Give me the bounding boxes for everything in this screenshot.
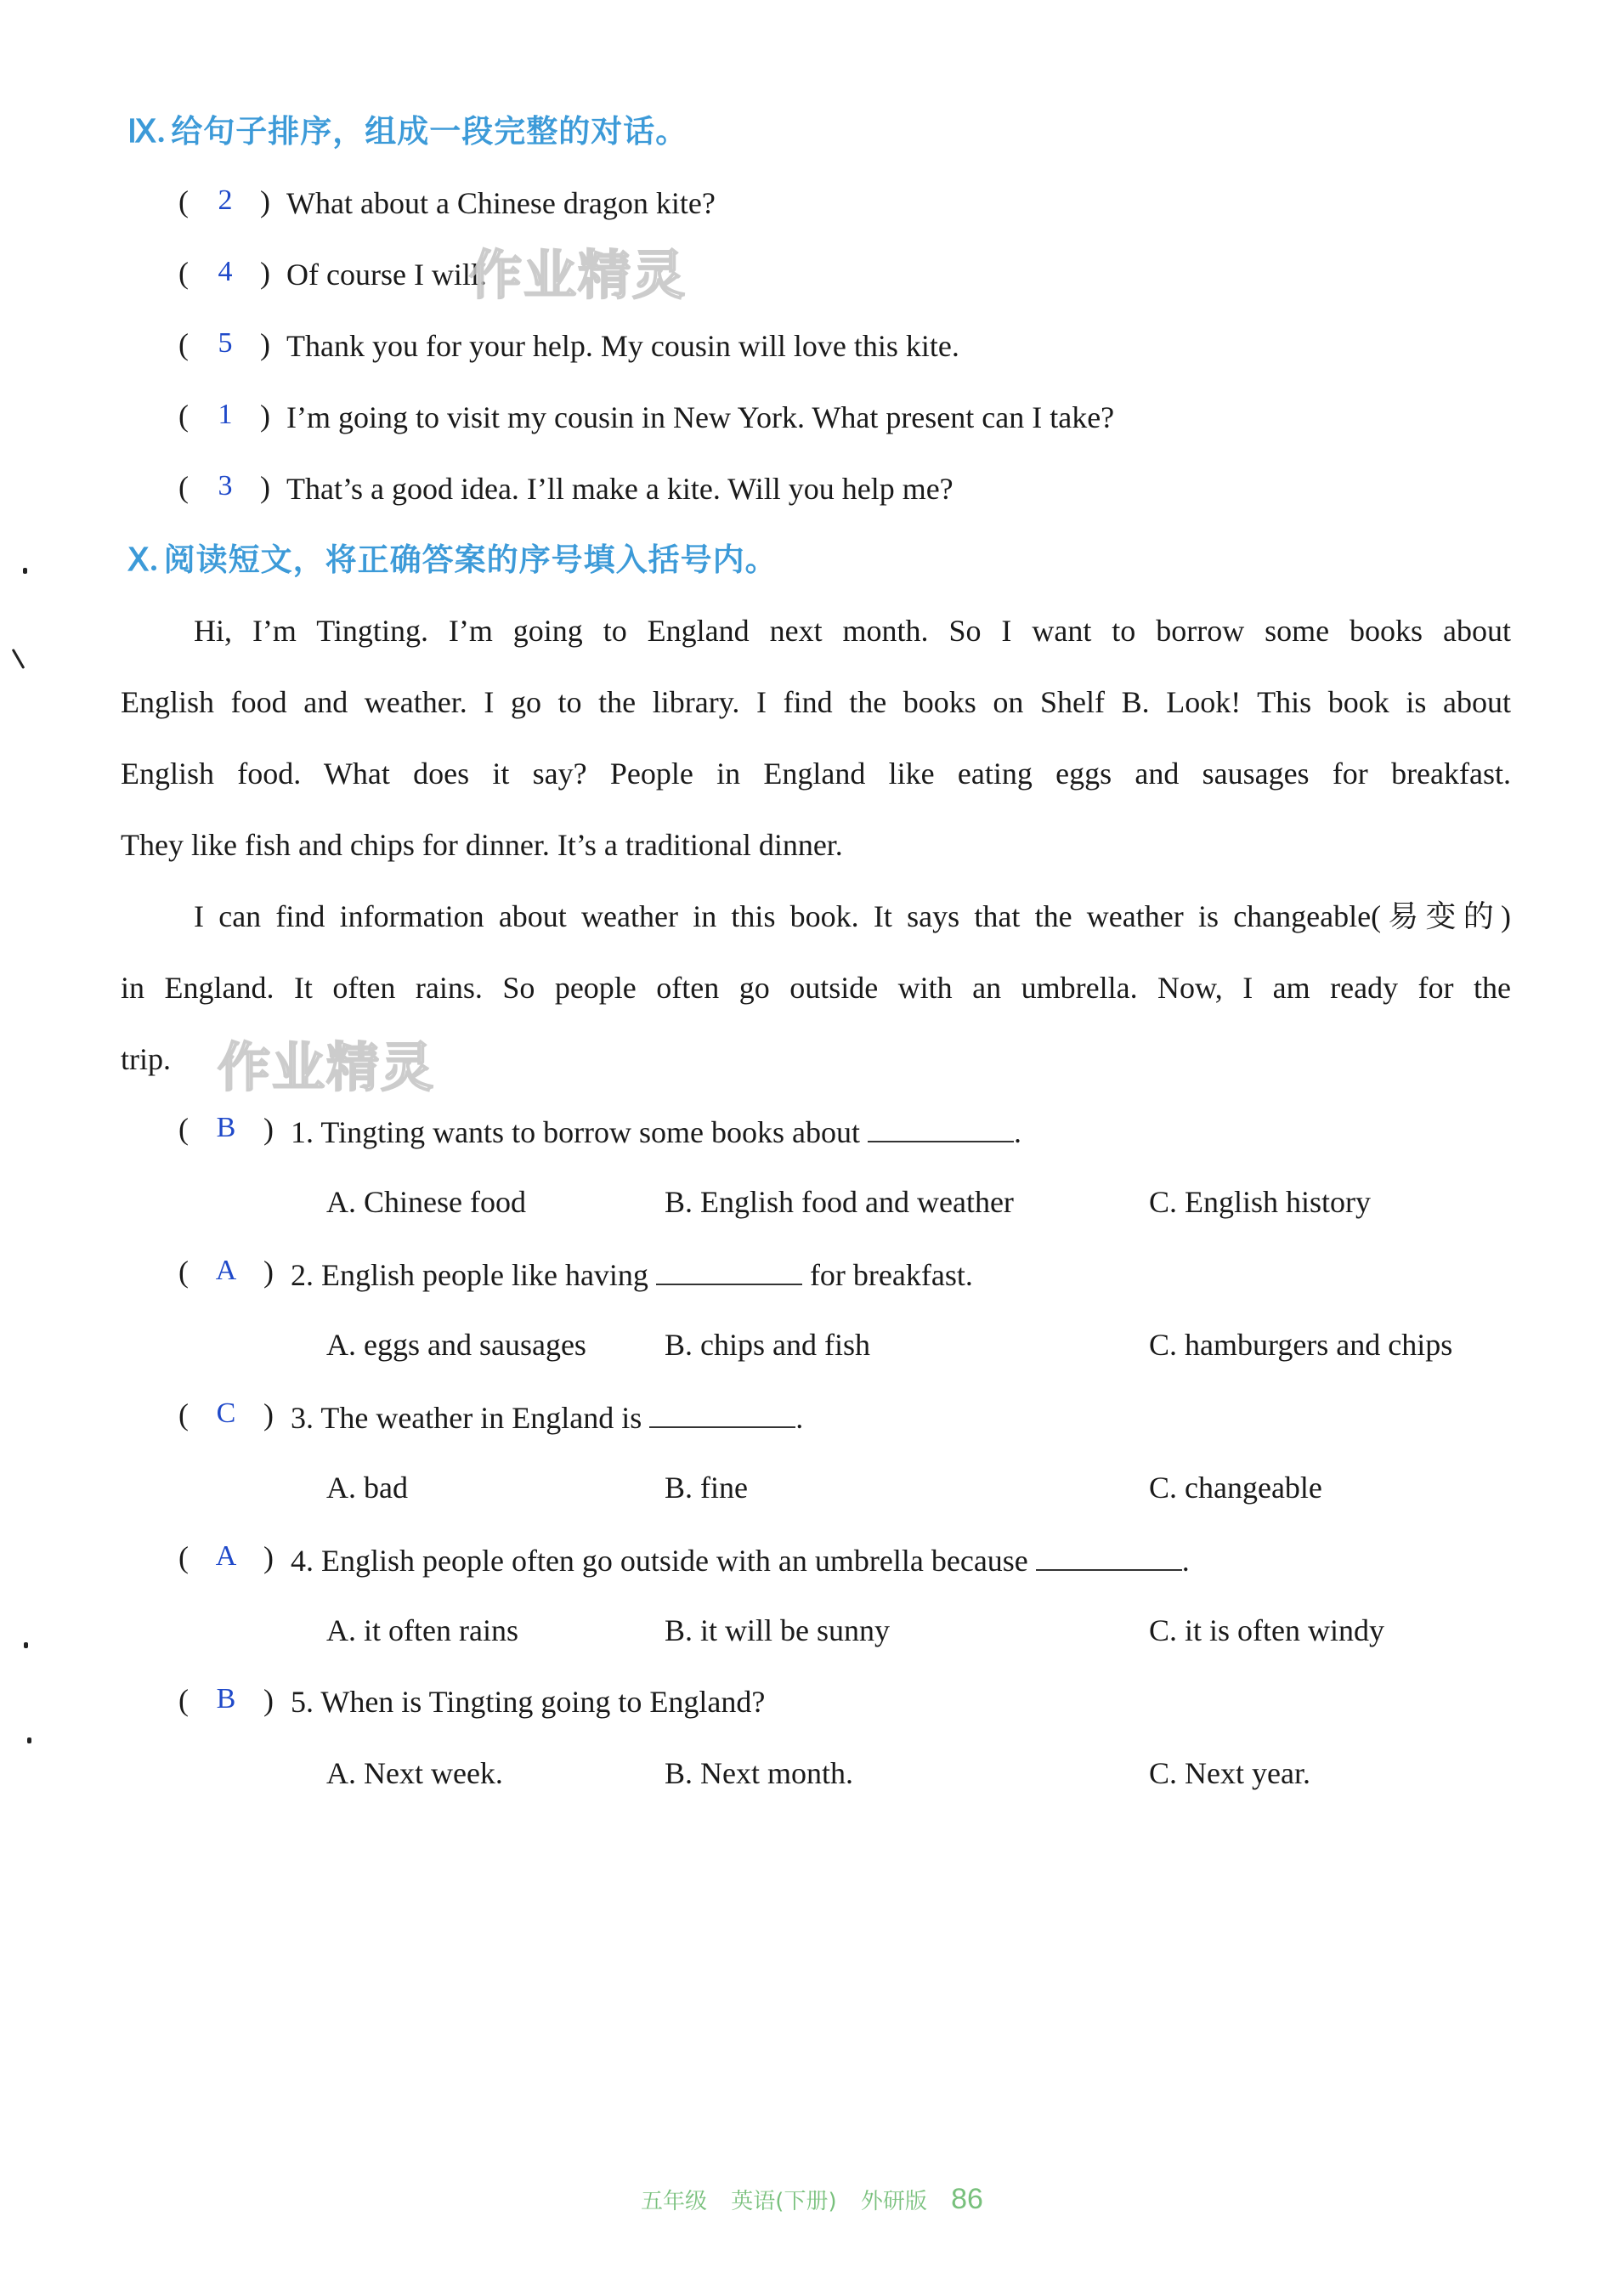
option-a: A. bad bbox=[326, 1471, 408, 1505]
footer-edition: 外研版 bbox=[860, 2189, 927, 2214]
open-paren: ( bbox=[178, 1540, 189, 1574]
stem-text: 3. The weather in England is bbox=[291, 1401, 642, 1435]
scan-speck bbox=[23, 568, 27, 574]
question-stem bbox=[291, 1258, 973, 1290]
watermark: 作业精灵 bbox=[469, 244, 688, 306]
stem-text: 2. English people like having bbox=[291, 1258, 648, 1292]
option-b: B. chips and fish bbox=[665, 1328, 870, 1362]
option-c: C. changeable bbox=[1149, 1471, 1322, 1505]
option-a: A. it often rains bbox=[326, 1613, 518, 1647]
watermark: 作业精灵 bbox=[218, 1036, 436, 1098]
answer: B bbox=[216, 1683, 236, 1715]
passage-line: English food and weather. I go to the library. I find the books on Shelf B. Look! This book is about bbox=[121, 685, 1511, 719]
answer: 3 bbox=[218, 470, 233, 502]
option-b: B. it will be sunny bbox=[665, 1613, 891, 1647]
section-10-number: Ⅹ. bbox=[127, 543, 159, 578]
close-paren: ) bbox=[260, 256, 270, 290]
stem-text: 4. English people often go outside with an umbrella because bbox=[291, 1544, 1028, 1578]
scan-speck bbox=[12, 649, 25, 669]
passage-line: They like fish and chips for dinner. It’s a traditional dinner. bbox=[121, 828, 843, 862]
close-paren: ) bbox=[260, 327, 270, 361]
close-paren: ) bbox=[263, 1255, 274, 1289]
answer: 5 bbox=[218, 327, 233, 359]
sentence: Of course I will. bbox=[286, 258, 487, 292]
question-stem bbox=[291, 1544, 1190, 1576]
question-stem bbox=[291, 1115, 1021, 1148]
passage-line: English food. What does it say? People in England like eating eggs and sausages for breakfast. bbox=[121, 757, 1511, 791]
open-paren: ( bbox=[178, 1255, 189, 1289]
reading-passage bbox=[121, 595, 1511, 1095]
close-paren: ) bbox=[263, 1112, 274, 1146]
option-c: C. it is often windy bbox=[1149, 1613, 1384, 1647]
page-footer bbox=[0, 2183, 1624, 2216]
passage-line: Hi, I’m Tingting. I’m going to England next month. So I want to borrow some books about bbox=[194, 614, 1511, 648]
scan-speck bbox=[27, 1737, 31, 1743]
footer-subject: 英语(下册) bbox=[731, 2189, 837, 2214]
open-paren: ( bbox=[178, 1112, 189, 1146]
stem-end: . bbox=[795, 1401, 804, 1435]
passage-line: in England. It often rains. So people often go outside with an umbrella. Now, I am ready for the bbox=[121, 971, 1511, 1005]
section-10-title bbox=[127, 534, 778, 580]
close-paren: ) bbox=[263, 1683, 274, 1717]
section-9-number: Ⅸ. bbox=[127, 115, 167, 150]
stem-end: . bbox=[1181, 1544, 1190, 1578]
open-paren: ( bbox=[178, 1397, 189, 1431]
answer-blank bbox=[1036, 1544, 1182, 1571]
open-paren: ( bbox=[178, 256, 189, 290]
sentence: What about a Chinese dragon kite? bbox=[286, 186, 716, 220]
option-c: C. hamburgers and chips bbox=[1149, 1328, 1453, 1362]
close-paren: ) bbox=[263, 1540, 274, 1574]
open-paren: ( bbox=[178, 1683, 189, 1717]
answer: B bbox=[216, 1112, 236, 1143]
option-b: B. English food and weather bbox=[665, 1185, 1014, 1219]
close-paren: ) bbox=[260, 399, 270, 433]
answer: A bbox=[215, 1255, 237, 1286]
open-paren: ( bbox=[178, 184, 189, 218]
stem-end: for breakfast. bbox=[809, 1258, 973, 1292]
section-9-title bbox=[127, 105, 688, 151]
close-paren: ) bbox=[260, 470, 270, 504]
option-a: A. Chinese food bbox=[326, 1185, 526, 1219]
answer-blank bbox=[868, 1115, 1014, 1142]
option-b: B. Next month. bbox=[665, 1756, 853, 1790]
open-paren: ( bbox=[178, 470, 189, 504]
open-paren: ( bbox=[178, 399, 189, 433]
sentence: That’s a good idea. I’ll make a kite. Will you help me? bbox=[286, 472, 953, 506]
section-9-instruction: 给句子排序，组成一段完整的对话。 bbox=[171, 113, 688, 150]
stem-end: . bbox=[1014, 1115, 1022, 1149]
open-paren: ( bbox=[178, 327, 189, 361]
answer-blank bbox=[656, 1258, 802, 1285]
question-stem bbox=[291, 1401, 803, 1433]
sentence: I’m going to visit my cousin in New York. What present can I take? bbox=[286, 400, 1115, 434]
answer-blank bbox=[649, 1401, 795, 1428]
footer-grade: 五年级 bbox=[641, 2189, 708, 2214]
answer: 4 bbox=[218, 256, 233, 287]
section-10-instruction: 阅读短文，将正确答案的序号填入括号内。 bbox=[163, 541, 778, 578]
scan-speck bbox=[24, 1642, 28, 1648]
page-number: 86 bbox=[951, 2183, 983, 2215]
sentence: Thank you for your help. My cousin will love this kite. bbox=[286, 329, 959, 363]
answer: 1 bbox=[218, 399, 233, 430]
close-paren: ) bbox=[263, 1397, 274, 1431]
passage-line: I can find information about weather in this book. It says that the weather is changeable(易变的) bbox=[194, 899, 1511, 933]
passage-line: trip. bbox=[121, 1042, 171, 1076]
option-b: B. fine bbox=[665, 1471, 748, 1505]
answer: C bbox=[216, 1397, 236, 1429]
option-a: A. Next week. bbox=[326, 1756, 503, 1790]
option-c: C. English history bbox=[1149, 1185, 1372, 1219]
option-c: C. Next year. bbox=[1149, 1756, 1310, 1790]
answer: 2 bbox=[218, 184, 233, 216]
close-paren: ) bbox=[260, 184, 270, 218]
answer: A bbox=[215, 1540, 237, 1572]
option-a: A. eggs and sausages bbox=[326, 1328, 586, 1362]
question-stem: 5. When is Tingting going to England? bbox=[291, 1685, 766, 1719]
stem-text: 1. Tingting wants to borrow some books about bbox=[291, 1115, 861, 1149]
